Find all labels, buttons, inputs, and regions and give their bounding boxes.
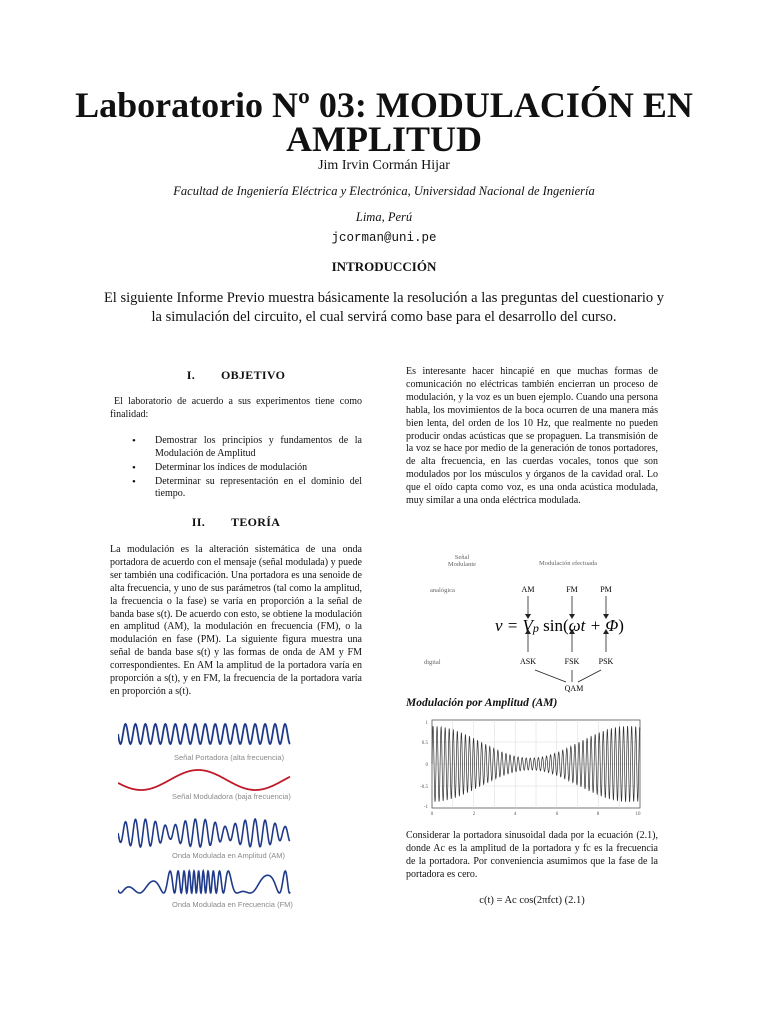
am-plot — [412, 716, 644, 816]
y-tick: 1 — [425, 721, 428, 726]
intro-heading: INTRODUCCIÓN — [331, 259, 437, 274]
am-heading: Modulación por Amplitud (AM) — [406, 697, 558, 709]
x-tick: 0 — [430, 812, 434, 816]
modulation-diagram — [420, 548, 650, 696]
fm-wave — [118, 871, 290, 893]
ask-node: ASK — [519, 657, 537, 666]
teoria-text: La modulación es la alteración sistemática de una onda portadora de acuerdo con el mensaje (señal modulada) y puede ser también una codificación. Una portadora es una senoide de alta frecuencia, y uno de sus parámetros (tal como la amplitud, la frecuencia o la fase) se varía en proporción a la señal de banda base s(t). De acuerdo con esto, se obtiene la modulación en amplitud (AM), la modulación en frecuencia (FM), o la modulación en fase (PM). La siguiente figura muestra una señal de banda base s(t) y las formas de onda de AM y FM correspondientes. En AM la amplitud de la portadora varía en proporción a s(t), y en FM, la frecuencia de la portadora varía en proporción a s(t). — [110, 544, 362, 697]
y-ticks — [420, 721, 428, 810]
modulator-wave — [118, 770, 290, 790]
objetivo-text: El laboratorio de acuerdo a sus experimentos tiene como finalidad: — [110, 396, 362, 420]
y-tick: 0.5 — [421, 741, 428, 746]
fm-node: FM — [566, 585, 578, 594]
digital-label: digital — [424, 659, 441, 666]
intro-text: El siguiente Informe Previo muestra básicamente la resolución a las preguntas del cuestionario y la simulación del circuito, el cual servirá como base para el desarrollo del curso. — [103, 290, 665, 325]
modulacion-label: Modulación efectuada — [539, 560, 597, 567]
section-number: I. — [186, 368, 196, 382]
pm-node: PM — [600, 585, 612, 594]
x-tick: 8 — [596, 812, 600, 816]
section-heading-teoria — [110, 515, 362, 530]
objetivo-list — [110, 435, 362, 502]
list-item: • Determinar los índices de modulación — [110, 462, 362, 475]
modulator-label: Señal Moduladora (baja frecuencia) — [172, 792, 291, 801]
am-wave — [118, 819, 290, 847]
x-tick: 2 — [472, 812, 476, 816]
equation-2-1: c(t) = Ac cos(2πfct) (2.1) — [479, 895, 585, 906]
section-number: II. — [191, 515, 206, 529]
fm-label: Onda Modulada en Frecuencia (FM) — [172, 900, 293, 909]
am-label: Onda Modulada en Amplitud (AM) — [172, 851, 285, 860]
psk-node: PSK — [598, 657, 614, 666]
paper-title: Laboratorio Nº 03: MODULACIÓN EN AMPLITUD — [75, 85, 693, 159]
city: Lima, Perú — [355, 210, 413, 224]
affiliation: Facultad de Ingeniería Eléctrica y Electrónica, Universidad Nacional de Ingeniería — [173, 184, 595, 198]
x-tick: 6 — [555, 812, 559, 816]
x-tick: 10 — [635, 812, 641, 816]
analog-label: analógica — [430, 587, 455, 594]
diagram-arrows — [528, 596, 606, 682]
section-title: TEORÍA — [231, 515, 281, 529]
y-tick: -0.5 — [420, 785, 428, 790]
am-node: AM — [521, 585, 535, 594]
y-tick: 0 — [425, 763, 428, 768]
x-ticks — [431, 812, 641, 816]
consider-text: Considerar la portadora sinusoidal dada por la ecuación (2.1), donde Ac es la amplitud de la portadora y fc es la frecuencia de la portadora. Por conveniencia asumimos que la fase de la portadora es cero. — [406, 830, 658, 880]
fsk-node: FSK — [564, 657, 580, 666]
carrier-wave — [118, 724, 290, 744]
email-link[interactable]: jcorman@uni.pe — [331, 231, 437, 245]
modulation-equation: v = Vp sin(ωt + Φ) — [495, 616, 624, 635]
x-tick: 4 — [513, 812, 517, 816]
objetivo-body — [110, 396, 362, 502]
list-item: • Demostrar los principios y fundamentos de la Modulación de Amplitud — [110, 435, 362, 461]
right-intro-text: Es interesante hacer hincapié en que muchas formas de comunicación no eléctricas también encierran un proceso de modulación, y la voz es un buen ejemplo. Cuando una persona habla, los movimientos de la boca ocurren de una manera más bien lenta, del orden de los 10 Hz, que realmente no pueden producir ondas acústicas que se propaguen. La transmisión de la voz se hace por medio de la generación de tonos portadores, de alta frecuencia, en las cuerdas vocales, tonos que son modulados por los músculos y órganos de la cavidad oral. Lo que el oído capta como voz, es una onda acústica modulada, muy similar a una onda eléctrica modulada. — [406, 366, 658, 507]
carrier-label: Señal Portadora (alta frecuencia) — [174, 753, 285, 762]
list-item: • Determinar su representación en el dominio del tiempo. — [110, 476, 362, 502]
waveforms-figure — [118, 718, 348, 918]
section-heading-objetivo — [110, 368, 362, 383]
qam-node: QAM — [564, 684, 584, 693]
section-title: OBJETIVO — [221, 368, 286, 382]
senal-label: Señal Modulante — [447, 554, 477, 568]
author-name: Jim Irvin Cormán Hijar — [318, 158, 450, 173]
y-tick: -1 — [423, 805, 428, 810]
